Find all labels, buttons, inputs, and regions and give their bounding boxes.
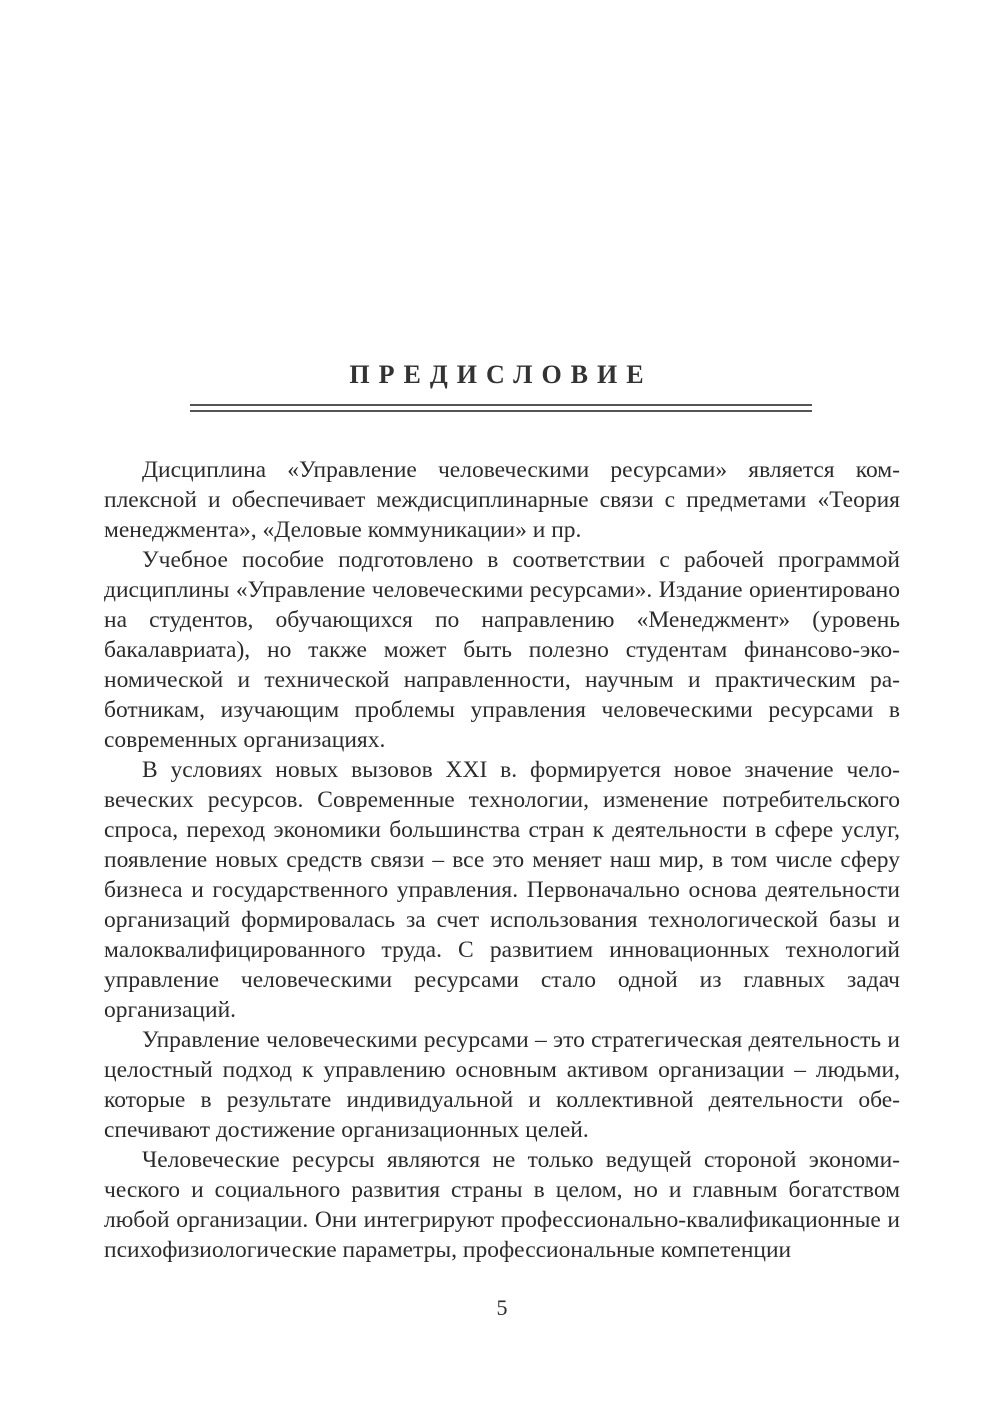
- paragraph: Человеческие ресурсы являются не только ведущей стороной экономического и социального развития страны в целом, но и главным богатством любой организации. Они интегрируют профессионально-квалификационные и психофизиологические параметры, профессиональные компетенции: [104, 1147, 900, 1263]
- paragraph: Учебное пособие подготовлено в соответствии с рабочей программой дисциплины «Управление человеческими ресурсами». Издание ориентировано на студентов, обучающихся по направлению «Менеджмент» (уровень бакалавриата), но также может быть полезно студентам финансово-экономической и технической направленности, научным и практическим работникам, изучающим проблемы управления человеческими ресурсами в современных организациях.: [104, 547, 900, 753]
- title-underline-bottom: [190, 410, 812, 412]
- paragraph: Управление человеческими ресурсами – это стратегическая деятельность и целостный подход к управлению основным активом организации – людьми, которые в результате индивидуальной и коллективной деятельности обеспечивают достижение организационных целей.: [104, 1027, 900, 1143]
- paragraph: Дисциплина «Управление человеческими ресурсами» является комплексной и обеспечивает междисциплинарные связи с предметами «Теория менеджмента», «Деловые коммуникации» и пр.: [104, 457, 900, 543]
- page-title: ПРЕДИСЛОВИЕ: [349, 360, 653, 389]
- page-number: 5: [496, 1295, 508, 1320]
- paragraph: В условиях новых вызовов XXI в. формируется новое значение человеческих ресурсов. Современные технологии, изменение потребительского спроса, переход экономики большинства стран к деятельности в сфере услуг, появление новых средств связи – все это меняет наш мир, в том числе сферу бизнеса и государственного управления. Первоначально основа деятельности организаций формировалась за счет использования технологической базы и малоквалифицированного труда. С развитием инновационных технологий управление человеческими ресурсами стало одной из главных задач организаций.: [104, 757, 900, 1023]
- body-text: [104, 455, 900, 1265]
- title-underline-top: [190, 404, 812, 406]
